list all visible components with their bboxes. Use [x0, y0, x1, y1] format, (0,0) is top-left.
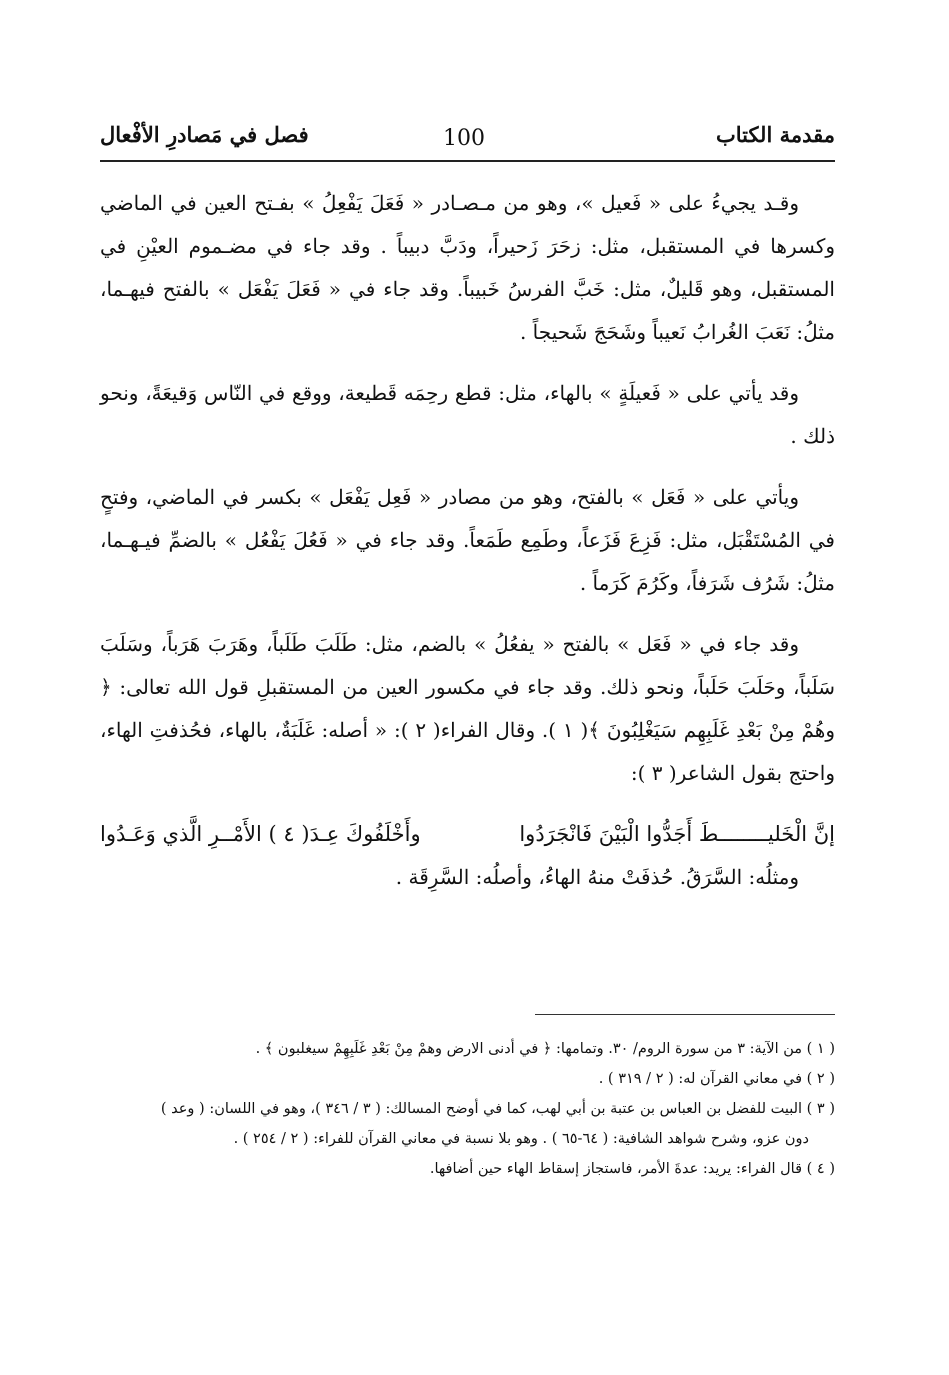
page-header: [100, 112, 835, 160]
footnotes: [100, 1034, 835, 1184]
verse-first-hemistich: إنَّ الْخَليــــــــطَ أَجَدُّوا الْبَيْنَ فَانْجَرَدُوا: [519, 822, 835, 846]
footnote-3-continuation: دون عزو، وشرح شواهد الشافية: ( ٦٤-٦٥ ) . وهو بلا نسبة في معاني القرآن للفراء: ( ٢ / ٢٥٤ ) .: [233, 1131, 809, 1147]
poetry-verse: [100, 813, 835, 856]
chapter-title: مقدمة الكتاب: [715, 122, 835, 147]
main-text: [100, 182, 835, 899]
footnote-2: ( ٢ ) في معاني القرآن له: ( ٢ / ٣١٩ ) .: [598, 1071, 835, 1087]
paragraph-1: وقـد يجيءُ على « فَعيل »، وهو من مـصـادر « فَعَلَ يَفْعِلُ » بفـتح العين في الماضي وكسرها في المستقبل، مثل: زحَرَ زَحيراً، ودَبَّ دبيباً . وقد جاء في مضـموم العيْنِ في المستقبل، وهو قَليلٌ، مثل: خَبَّ الفرسُ خَبيباً. وقد جاء في « فَعَلَ يَفْعَل » بالفتح فيهـما، مثلُ: نَعَبَ الغُرابُ نَعيباً وشَحَجَ شَحيجاً .: [100, 191, 835, 344]
verse-second-hemistich: وأَخْلَفُوكَ عِـدَ( ٤ ) الأَمْــرِ الَّذي وَعَـدُوا: [100, 822, 421, 846]
paragraph-3: ويأتي على « فَعَل » بالفتح، وهو من مصادر « فَعِل يَفْعَل » بكسر في الماضي، وفتحٍ في المُسْتَقْبَل، مثل: فَزِعَ فَزَعاً، وطَمِع طَمَعاً. وقد جاء في « فَعُلَ يَفْعُل » بالضمِّ فيـهـما، مثلُ: شَرُف شَرَفاً، وكَرُمَ كَرَماً .: [100, 485, 835, 595]
footnote-3: ( ٣ ) البيت للفضل بن العباس بن عتبة بن أبي لهب، كما في أوضح المسالك: ( ٣ / ٣٤٦ )، وهو في اللسان: ( وعد ): [160, 1101, 835, 1117]
footnote-4: ( ٤ ) قال الفراء: يريد: عدةَ الأمر، فاستجاز إسقاط الهاء حين أضافها.: [429, 1161, 835, 1177]
paragraph-5: ومثلُه: السَّرَقُ. حُذفَتْ منهُ الهاءُ، وأصلُه: السَّرِقَة .: [395, 865, 799, 889]
header-rule: [100, 160, 835, 162]
paragraph-2: وقد يأتي على « فَعيلَةٍ » بالهاء، مثل: قطع رحِمَه قَطيعة، ووقع في النّاس وَقيعَةً، ونحو ذلك .: [100, 381, 835, 448]
footnote-1: ( ١ ) من الآية: ٣ من سورة الروم/ ٣٠. وتمامها: ﴿ في أدنى الارض وهمْ مِنْ بَعْدِ غَلَبِهِمْ سيغلبون ﴾ .: [255, 1041, 835, 1057]
footnote-separator: [535, 1014, 835, 1015]
section-title: فصل في مَصادرِ الأفْعال: [100, 122, 309, 147]
paragraph-4: وقد جاء في « فَعَل » بالفتح « يفعُلُ » بالضم، مثل: طَلَبَ طَلَباً، وهَرَبَ هَرَباً، وسَلَبَ سَلَباً، وحَلَبَ حَلَباً، ونحو ذلك. وقد جاء في مكسور العين من المستقبلِ قول الله تعالى: ﴿ وهُمْ مِنْ بَعْدِ غَلَبِهِم سَيَغْلِبُونَ ﴾( ١ ). وقال الفراء( ٢ ): « أصله: غَلَبَةٌ، بالهاء، فحُذفتِ الهاء، واحتج بقول الشاعر( ٣ ):: [100, 632, 836, 785]
page-number: 100: [443, 126, 485, 151]
